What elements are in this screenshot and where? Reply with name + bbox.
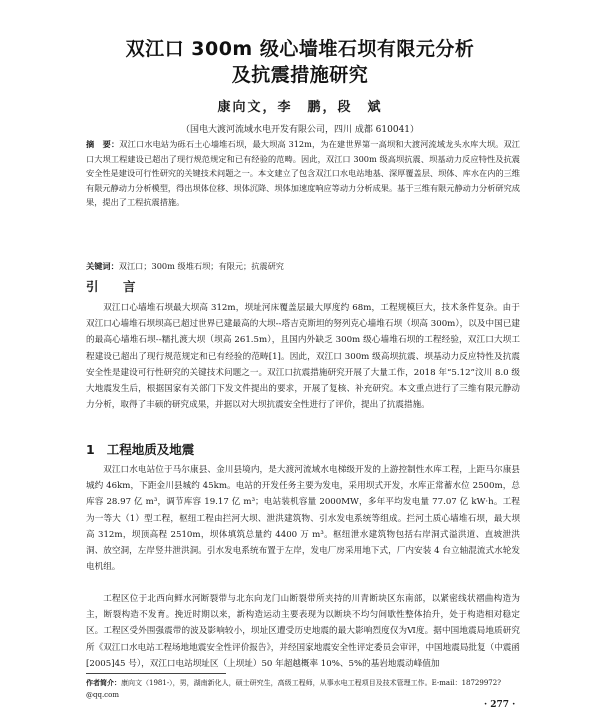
abstract-text: 双江口水电站为砾石土心墙堆石坝，最大坝高 312m，为在建世界第一高坝和大渡河流域龙头水库大坝。双江口大坝工程建设已超出了现行规范规定和已有经验的范畴。因此，双江口 300m 级高坝抗震、坝基动力反应特性及抗震安全性是建设可行性研究的关键技术问题之一。本文建立了包含双江口水电站地基、深厚覆盖层、坝体、库水在内的三维有限元静动力分析模型，得出坝体位移、坝体沉降、坝体加速度响应等动力分析成果。基于三维有限元静动力分析研究成果，提出了工程抗震措施。 bbox=[86, 139, 520, 208]
paper-title-line1: 双江口 300m 级心墙堆石坝有限元分析 bbox=[125, 38, 475, 60]
section-number: 1 bbox=[86, 442, 95, 457]
footnote-divider bbox=[86, 673, 226, 674]
footnote-text: 康向文（1981-），男，湖南新化人，硕士研究生，高级工程师，从事水电工程项目及技术管理工作。E-mail：18729972?@qq.com bbox=[86, 679, 501, 699]
abstract-label: 摘 要： bbox=[86, 139, 120, 149]
keywords-text: 双江口；300m 级堆石坝；有限元；抗震研究 bbox=[118, 261, 284, 271]
keywords-label: 关键词： bbox=[86, 261, 119, 271]
footnote-label: 作者简介： bbox=[86, 679, 121, 687]
keywords bbox=[86, 260, 520, 273]
section-title: 工程地质及地震 bbox=[106, 442, 195, 457]
section1-paragraph-1: 双江口水电站位于马尔康县、金川县境内，是大渡河流域水电梯级开发的上游控制性水库工程，上距马尔康县城约 46km，下距金川县城约 45km。电站的开发任务主要为发电，采用坝式开发，水库正常蓄水位 2500m，总库容 28.97 亿 m³，调节库容 19.17 亿 m³；电站装机容量 2000MW，多年平均发电量 77.07 亿 kW·h。工程为一等大（1）型工程，枢纽工程由拦河大坝、泄洪建筑物、引水发电系统等组成。拦河土质心墙堆石坝，最大坝高 312m，坝顶高程 2510m，坝体填筑总量约 4400 万 m³。枢纽泄水建筑物包括右岸洞式溢洪道、直坡泄洪洞、放空洞，左岸竖井泄洪洞。引水发电系统布置于左岸，发电厂房采用地下式，厂内安装 4 台立轴混流式水轮发电机组。 bbox=[86, 465, 520, 573]
page-number: · 277 · bbox=[484, 700, 516, 710]
section1-paragraph-2: 工程区位于北西向鲜水河断裂带与北东向龙门山断裂带所夹持的川青断块区东南部，以紧密线状褶曲构造为主，断裂构造不发育。挽近时期以来，新构造运动主要表现为以断块不均匀间歇性整体抬升，处于构造相对稳定区。工程区受外围强震带的波及影响较小，坝址区遭受历史地震的最大影响烈度仅为Ⅵ度。据中国地震局地质研究所《双江口水电站工程场地地震安全性评价报告》，并经国家地震安全性评定委员会审评，中国地震局批复（中震函[2005]45 号），双江口电站坝址区（上坝址）50 年超越概率 10%、5%的基岩地震动峰值加 bbox=[86, 594, 520, 669]
author-list: 康向文，李 鹏，段 斌 bbox=[217, 100, 383, 115]
paper-title-line2: 及抗震措施研究 bbox=[231, 64, 369, 86]
abstract bbox=[86, 137, 520, 210]
section-heading-introduction: 引 言 bbox=[86, 279, 142, 294]
author-footnote bbox=[86, 677, 520, 701]
introduction-paragraph: 双江口心墙堆石坝最大坝高 312m，坝址河床覆盖层最大厚度约 68m，工程规模巨大，技术条件复杂。由于双江口心墙堆石坝坝高已超过世界已建最高的大坝--塔吉克斯坦的努列克心墙堆石坝（坝高 300m），以及中国已建的最高心墙堆石坝--糯扎渡大坝（坝高 261.5m），且国内外缺乏 300m 级心墙堆石坝的工程经验，双江口大坝工程建设已超出了现行规范规定和已有经验的范畴[1]。因此，双江口 300m 级高坝抗震、坝基动力反应特性及抗震安全性是建设可行性研究的关键技术问题之一。双江口抗震措施研究开展了大量工作，2018 年“5.12”汶川 8.0 级大地震发生后，根据国家有关部门下发文件提出的要求，开展了复核、补充研究。本文重点进行了三维有限元静动力分析，取得了丰硕的研究成果，并据以对大坝抗震安全性进行了评价，提出了抗震措施。 bbox=[86, 303, 520, 411]
author-affiliation: （国电大渡河流域水电开发有限公司，四川 成都 610041） bbox=[180, 125, 420, 135]
section-heading-1 bbox=[86, 440, 194, 458]
